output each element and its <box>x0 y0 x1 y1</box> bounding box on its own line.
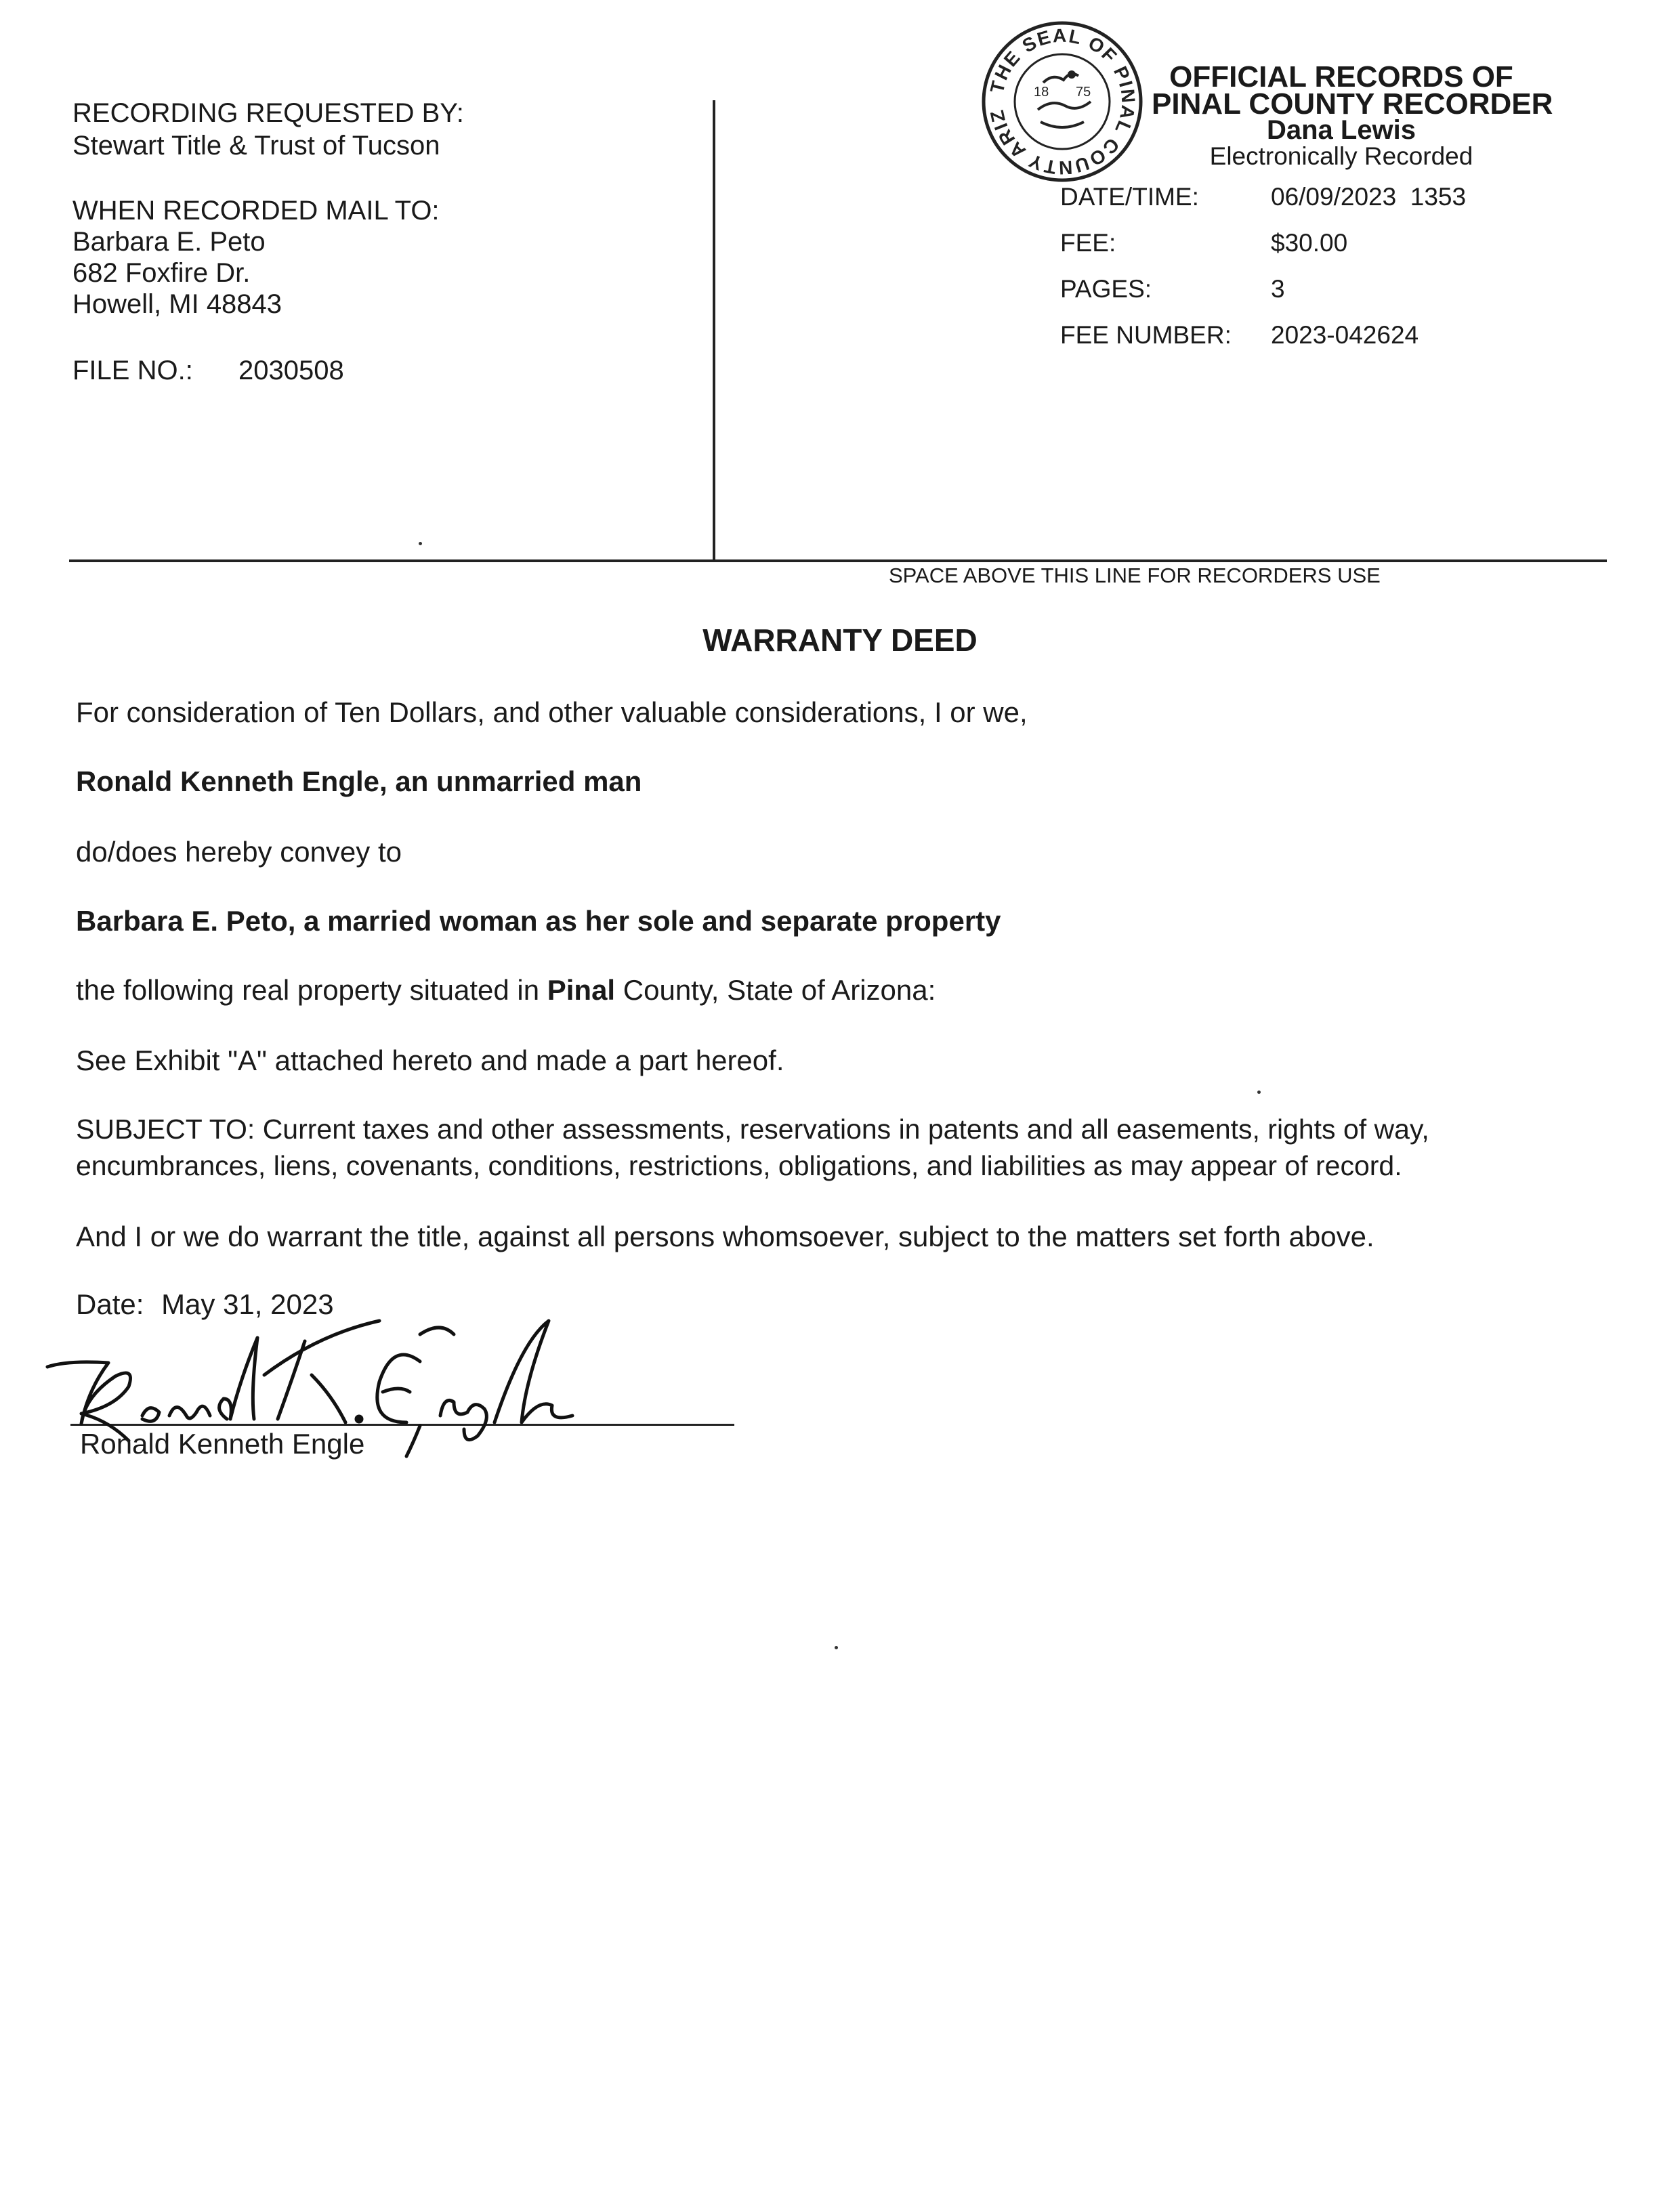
county-seal <box>981 20 1143 183</box>
pages-label: PAGES: <box>1060 275 1152 303</box>
county-seal-icon <box>981 20 1143 183</box>
recorder-name: Dana Lewis <box>1266 115 1416 145</box>
grantee-text: Barbara E. Peto, a married woman as her sole and separate property <box>76 905 1001 937</box>
property-pre: the following real property situated in <box>76 974 547 1006</box>
mail-to-label: WHEN RECORDED MAIL TO: <box>72 196 440 226</box>
consideration-text: For consideration of Ten Dollars, and other valuable considerations, I or we, <box>76 696 1028 728</box>
header-vertical-divider <box>713 100 715 561</box>
recorder-title-line2: PINAL COUNTY RECORDER <box>1152 87 1553 121</box>
subject-to-line2: encumbrances, liens, covenants, conditions, restrictions, obligations, and liabilities as may appear of record. <box>76 1150 1402 1181</box>
signer-name: Ronald Kenneth Engle <box>80 1428 365 1460</box>
warrant-text: And I or we do warrant the title, against all persons whomsoever, subject to the matters set forth above. <box>76 1221 1374 1252</box>
property-post: County, State of Arizona: <box>615 974 936 1006</box>
convey-text: do/does hereby convey to <box>76 836 402 868</box>
date-label: Date: <box>76 1288 144 1320</box>
mail-to-street: 682 Foxfire Dr. <box>72 258 251 288</box>
recorder-title-line1: OFFICIAL RECORDS OF <box>1169 60 1513 93</box>
file-no-value: 2030508 <box>238 356 344 385</box>
fee-number-label: FEE NUMBER: <box>1060 321 1232 349</box>
recording-requested-by: Stewart Title & Trust of Tucson <box>72 131 440 161</box>
deed-title: WARRANTY DEED <box>702 622 978 658</box>
pages-value: 3 <box>1271 275 1285 303</box>
seal-text: THE SEAL OF PINAL COUNTY ARIZ <box>986 24 1139 179</box>
date-time-value: 06/09/2023 1353 <box>1271 183 1467 211</box>
property-text <box>76 974 936 1007</box>
date-value: May 31, 2023 <box>161 1288 334 1320</box>
fee-value: $30.00 <box>1271 229 1348 257</box>
recorder-status: Electronically Recorded <box>1209 142 1473 170</box>
seal-year-right: 75 <box>1076 85 1091 100</box>
stray-dot <box>419 542 422 545</box>
fee-number-value: 2023-042624 <box>1271 321 1419 349</box>
property-county: Pinal <box>547 974 616 1006</box>
seal-year-left: 18 <box>1034 85 1049 100</box>
space-above-note: SPACE ABOVE THIS LINE FOR RECORDERS USE <box>889 564 1381 587</box>
recording-requested-label: RECORDING REQUESTED BY: <box>72 98 464 128</box>
subject-to-line1: SUBJECT TO: Current taxes and other assessments, reservations in patents and all easements, rights of way, <box>76 1114 1429 1145</box>
file-no-label: FILE NO.: <box>72 356 193 385</box>
grantor-text: Ronald Kenneth Engle, an unmarried man <box>76 765 642 797</box>
stray-dot <box>1257 1091 1261 1094</box>
mail-to-city: Howell, MI 48843 <box>72 289 282 319</box>
date-time-label: DATE/TIME: <box>1060 183 1199 211</box>
recorders-use-line <box>69 559 1607 562</box>
fee-label: FEE: <box>1060 229 1116 257</box>
mail-to-name: Barbara E. Peto <box>72 227 266 257</box>
exhibit-text: See Exhibit "A" attached hereto and made a part hereof. <box>76 1044 784 1076</box>
stray-dot <box>835 1646 838 1649</box>
